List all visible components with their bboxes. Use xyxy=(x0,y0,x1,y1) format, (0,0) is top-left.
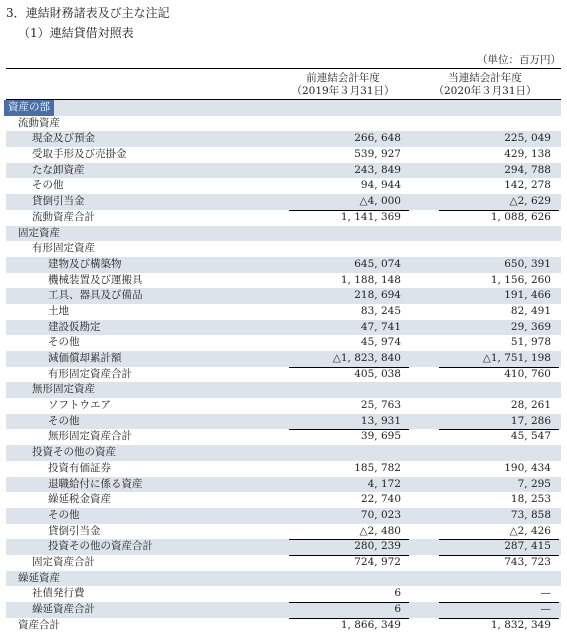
prior-year-value: 70, 023 xyxy=(360,508,401,521)
subtotal-rule xyxy=(289,367,409,368)
subtotal-rule xyxy=(289,210,409,211)
subtotal-rule xyxy=(289,539,409,540)
subtotal-rule xyxy=(439,210,559,211)
prior-year-value: 1, 141, 369 xyxy=(340,210,401,223)
current-year-value: 17, 286 xyxy=(510,414,551,427)
row-label: 繰延資産 xyxy=(18,571,60,584)
statement-title: （1）連結貸借対照表 xyxy=(18,26,134,40)
row-label: その他 xyxy=(32,179,64,192)
prior-year-value: 724, 972 xyxy=(354,555,401,568)
prior-year-value: 94, 944 xyxy=(360,179,401,192)
subtotal-rule xyxy=(289,429,409,430)
row-label: 資産の部 xyxy=(4,100,54,116)
row-label: 投資その他の資産 xyxy=(32,446,116,459)
table-row xyxy=(6,147,561,163)
table-row xyxy=(6,163,561,179)
row-label: 流動資産 xyxy=(18,116,60,129)
table-row xyxy=(6,571,561,587)
row-label: 固定資産 xyxy=(18,226,60,239)
table-row xyxy=(6,586,561,602)
prior-year-value: 83, 245 xyxy=(360,304,401,317)
current-year-value: 429, 138 xyxy=(504,148,551,161)
column-header-current-date: （2020年３月31日） xyxy=(433,85,537,97)
table-row xyxy=(6,241,561,257)
table-row xyxy=(6,414,561,430)
subtotal-rule xyxy=(439,429,559,430)
row-label: 貸倒引当金 xyxy=(32,195,85,208)
current-year-value: 410, 760 xyxy=(504,367,551,380)
table-row xyxy=(6,335,561,351)
prior-year-value: △4, 000 xyxy=(359,195,401,208)
row-label: 無形固定資産合計 xyxy=(48,430,132,443)
prior-year-value: 25, 763 xyxy=(360,399,401,412)
row-label: 土地 xyxy=(48,304,69,317)
prior-year-value: 6 xyxy=(394,603,401,615)
table-top-rule xyxy=(6,68,561,69)
row-label: 繰延資産合計 xyxy=(32,603,95,615)
current-year-value: 7, 295 xyxy=(517,477,551,490)
row-label: その他 xyxy=(48,414,80,427)
current-year-value: 18, 253 xyxy=(510,493,551,506)
current-year-value: 294, 788 xyxy=(504,163,551,176)
current-year-value: 51, 978 xyxy=(510,336,551,349)
table-row xyxy=(6,555,561,571)
current-year-value: 743, 723 xyxy=(504,555,551,568)
table-row xyxy=(6,477,561,493)
row-label: たな卸資産 xyxy=(32,163,85,176)
row-label: 有形固定資産 xyxy=(32,242,95,255)
table-row xyxy=(6,367,561,383)
table-row xyxy=(6,100,561,116)
section-heading: 3．連結財務諸表及び主な注記 xyxy=(6,6,170,20)
table-row xyxy=(6,492,561,508)
prior-year-value: 280, 239 xyxy=(354,540,401,553)
prior-year-value: △2, 480 xyxy=(359,524,401,537)
subtotal-rule xyxy=(439,367,559,368)
column-header-current-year xyxy=(410,72,560,98)
table-row xyxy=(6,429,561,445)
table-row xyxy=(6,131,561,147)
subtotal-rule xyxy=(439,555,559,556)
current-year-value: 45, 547 xyxy=(510,430,551,443)
current-year-value: 28, 261 xyxy=(510,399,551,412)
table-row xyxy=(6,210,561,226)
prior-year-value: 47, 741 xyxy=(360,320,401,333)
row-label: 機械装置及び運搬具 xyxy=(48,273,143,286)
table-row xyxy=(6,178,561,194)
current-year-value: △2, 426 xyxy=(509,524,551,537)
current-year-value: 191, 466 xyxy=(504,289,551,302)
row-label: その他 xyxy=(48,508,80,521)
column-header-prior-title: 前連結会計年度 xyxy=(306,72,380,84)
current-year-value: 287, 415 xyxy=(504,540,551,553)
current-year-value: 225, 049 xyxy=(504,132,551,145)
prior-year-value: 243, 849 xyxy=(354,163,401,176)
unit-label: （単位：百万円） xyxy=(477,54,561,66)
subtotal-rule xyxy=(289,555,409,556)
balance-sheet-table xyxy=(6,100,561,633)
current-year-value: 29, 369 xyxy=(510,320,551,333)
column-header-current-title: 当連結会計年度 xyxy=(448,72,522,84)
row-label: 退職給付に係る資産 xyxy=(48,477,143,490)
table-row xyxy=(6,273,561,289)
prior-year-value: 405, 038 xyxy=(354,367,401,380)
current-year-value: △2, 629 xyxy=(509,195,551,208)
prior-year-value: 39, 695 xyxy=(360,430,401,443)
table-row xyxy=(6,320,561,336)
current-year-value: 1, 832, 349 xyxy=(490,618,551,631)
prior-year-value: 6 xyxy=(394,587,401,600)
table-row xyxy=(6,257,561,273)
row-label: 資産合計 xyxy=(18,618,60,631)
row-label: ソフトウエア xyxy=(48,399,111,412)
current-year-value: 1, 156, 260 xyxy=(490,273,551,286)
current-year-value: 190, 434 xyxy=(504,461,551,474)
row-label: 有形固定資産合計 xyxy=(48,367,132,380)
row-label: その他 xyxy=(48,336,80,349)
row-label: 投資有価証券 xyxy=(48,461,111,474)
row-label: 受取手形及び売掛金 xyxy=(32,148,127,161)
current-year-value: 1, 088, 626 xyxy=(490,210,551,223)
row-label: 社債発行費 xyxy=(32,587,85,600)
current-year-value: 82, 491 xyxy=(510,304,551,317)
current-year-value: △1, 751, 198 xyxy=(482,352,551,364)
table-row xyxy=(6,351,561,367)
table-row xyxy=(6,618,561,633)
table-row xyxy=(6,602,561,618)
row-label: 現金及び預金 xyxy=(32,132,95,145)
current-year-value: — xyxy=(540,587,551,600)
row-label: 固定資産合計 xyxy=(32,555,95,568)
row-label: 貸倒引当金 xyxy=(48,524,101,537)
row-label: 建物及び構築物 xyxy=(48,257,122,270)
table-row xyxy=(6,398,561,414)
table-row xyxy=(6,524,561,540)
table-row xyxy=(6,194,561,210)
current-year-value: 650, 391 xyxy=(504,257,551,270)
subtotal-rule xyxy=(439,539,559,540)
prior-year-value: △1, 823, 840 xyxy=(332,352,401,364)
current-year-value: 73, 858 xyxy=(510,508,551,521)
row-label: 無形固定資産 xyxy=(32,383,95,396)
prior-year-value: 1, 866, 349 xyxy=(340,618,401,631)
subtotal-rule xyxy=(439,618,559,619)
table-row xyxy=(6,288,561,304)
prior-year-value: 1, 188, 148 xyxy=(340,273,401,286)
prior-year-value: 45, 974 xyxy=(360,336,401,349)
table-row xyxy=(6,226,561,242)
subtotal-rule xyxy=(289,618,409,619)
row-label: 建設仮勘定 xyxy=(48,320,101,333)
table-row xyxy=(6,445,561,461)
table-row xyxy=(6,539,561,555)
prior-year-value: 645, 074 xyxy=(354,257,401,270)
prior-year-value: 539, 927 xyxy=(354,148,401,161)
prior-year-value: 185, 782 xyxy=(354,461,401,474)
row-label: 流動資産合計 xyxy=(32,210,95,223)
column-header-prior-date: （2019年３月31日） xyxy=(291,85,395,97)
table-row xyxy=(6,304,561,320)
current-year-value: — xyxy=(540,603,551,615)
table-row xyxy=(6,508,561,524)
column-header-prior-year xyxy=(268,72,418,98)
prior-year-value: 266, 648 xyxy=(354,132,401,145)
prior-year-value: 4, 172 xyxy=(367,477,401,490)
table-row xyxy=(6,461,561,477)
table-row xyxy=(6,116,561,132)
row-label: 繰延税金資産 xyxy=(48,493,111,506)
prior-year-value: 22, 740 xyxy=(360,493,401,506)
row-label: 投資その他の資産合計 xyxy=(48,540,153,553)
row-label: 工具、器具及び備品 xyxy=(48,289,143,302)
prior-year-value: 218, 694 xyxy=(354,289,401,302)
row-label: 減価償却累計額 xyxy=(48,352,122,364)
table-row xyxy=(6,382,561,398)
prior-year-value: 13, 931 xyxy=(360,414,401,427)
current-year-value: 142, 278 xyxy=(504,179,551,192)
